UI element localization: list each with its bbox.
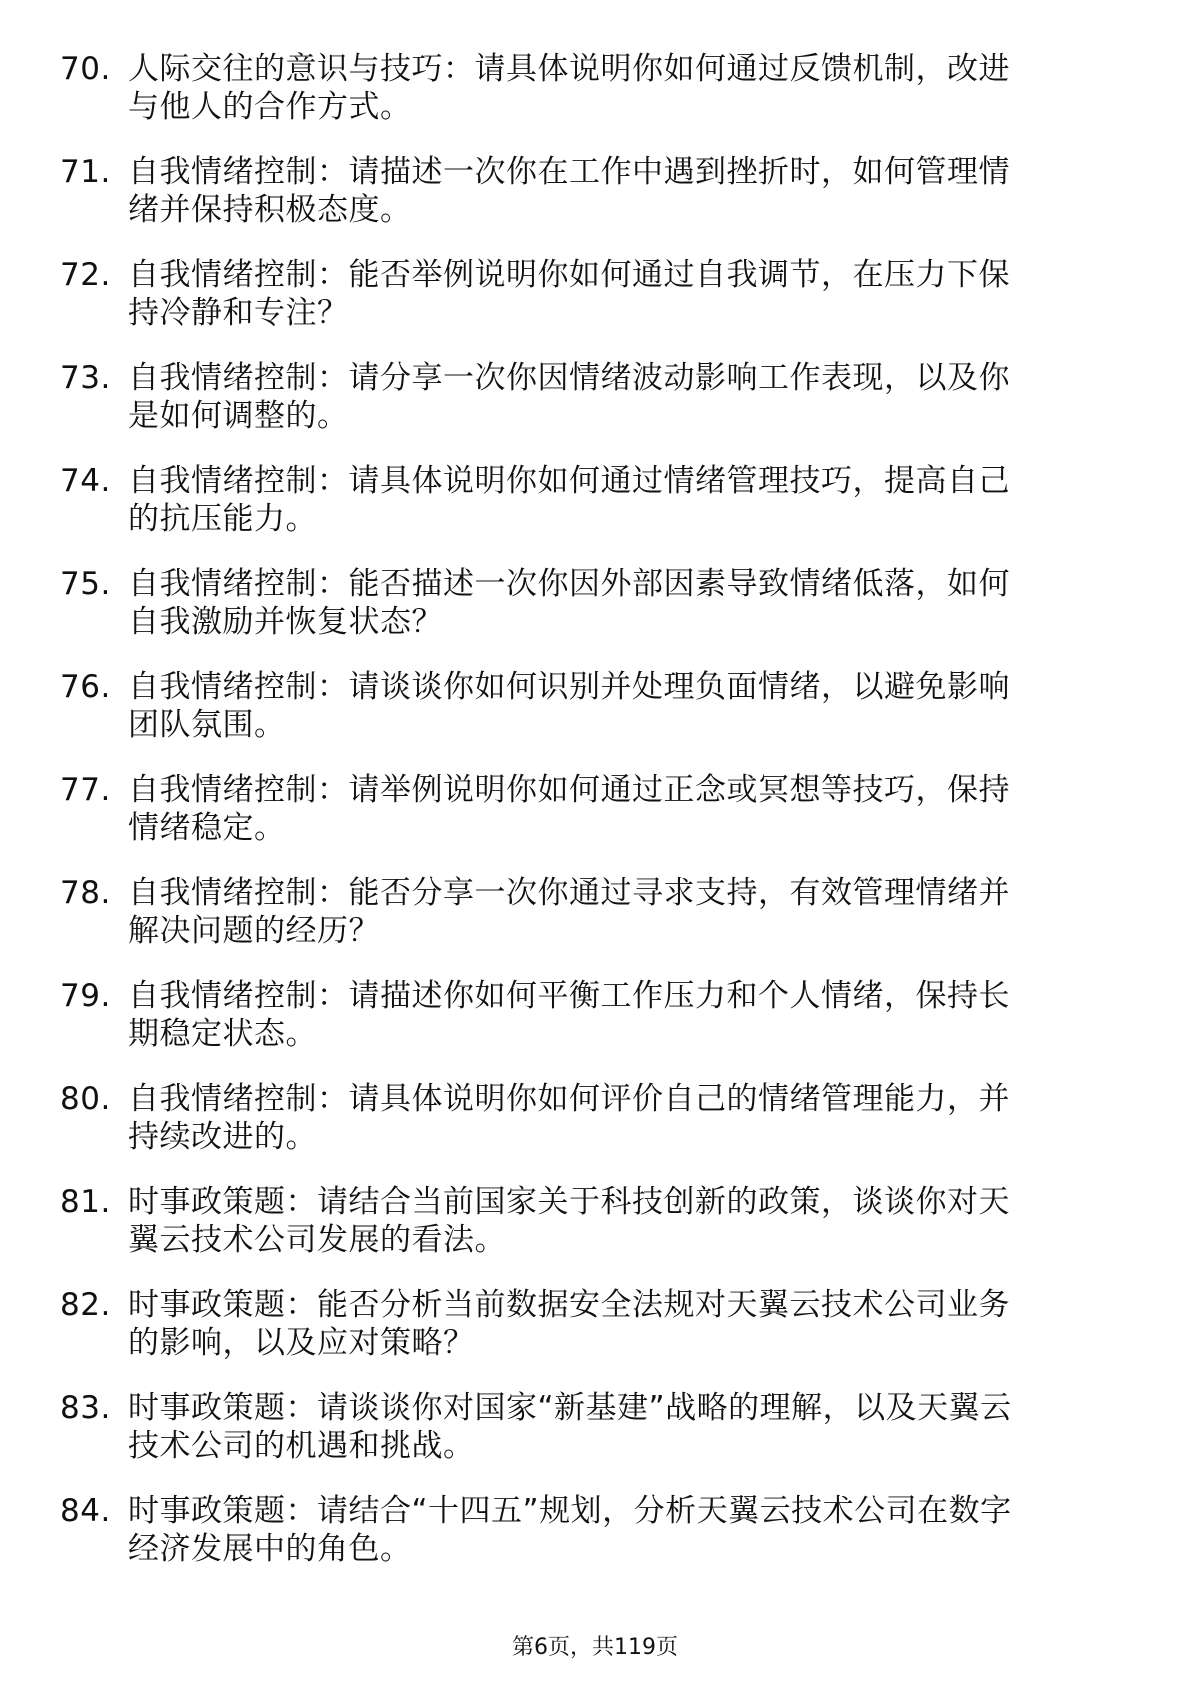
question-text bbox=[128, 874, 1108, 950]
question-line: 自我情绪控制：能否分享一次你通过寻求支持，有效管理情绪并 bbox=[128, 875, 1010, 911]
list-item bbox=[0, 771, 1190, 874]
question-line: 持冷静和专注？ bbox=[128, 295, 349, 331]
question-number: 75. bbox=[60, 566, 111, 602]
question-number: 74. bbox=[60, 463, 111, 499]
question-number: 70. bbox=[60, 51, 111, 87]
question-number: 80. bbox=[60, 1081, 111, 1117]
question-line: 翼云技术公司发展的看法。 bbox=[128, 1222, 506, 1258]
question-text bbox=[128, 1389, 1108, 1465]
question-line: 时事政策题：请结合“十四五”规划，分析天翼云技术公司在数字 bbox=[128, 1493, 1012, 1529]
list-item bbox=[0, 50, 1190, 153]
question-line: 自我情绪控制：能否举例说明你如何通过自我调节，在压力下保 bbox=[128, 257, 1010, 293]
question-line: 与他人的合作方式。 bbox=[128, 89, 412, 125]
question-text bbox=[128, 668, 1108, 744]
question-text bbox=[128, 462, 1108, 538]
list-item bbox=[0, 668, 1190, 771]
question-line: 时事政策题：请谈谈你对国家“新基建”战略的理解，以及天翼云 bbox=[128, 1390, 1012, 1426]
question-line: 的影响，以及应对策略？ bbox=[128, 1325, 475, 1361]
question-text bbox=[128, 977, 1108, 1053]
question-line: 自我情绪控制：请举例说明你如何通过正念或冥想等技巧，保持 bbox=[128, 772, 1010, 808]
question-list bbox=[0, 50, 1190, 1595]
list-item bbox=[0, 977, 1190, 1080]
list-item bbox=[0, 1080, 1190, 1183]
question-number: 83. bbox=[60, 1390, 111, 1426]
list-item bbox=[0, 153, 1190, 256]
list-item bbox=[0, 1389, 1190, 1492]
question-number: 76. bbox=[60, 669, 111, 705]
list-item bbox=[0, 1492, 1190, 1595]
question-text bbox=[128, 771, 1108, 847]
question-text bbox=[128, 50, 1108, 126]
question-text bbox=[128, 153, 1108, 229]
question-line: 是如何调整的。 bbox=[128, 398, 349, 434]
question-line: 人际交往的意识与技巧：请具体说明你如何通过反馈机制，改进 bbox=[128, 51, 1010, 87]
question-number: 81. bbox=[60, 1184, 111, 1220]
question-number: 71. bbox=[60, 154, 111, 190]
question-text bbox=[128, 1080, 1108, 1156]
question-line: 绪并保持积极态度。 bbox=[128, 192, 412, 228]
question-text bbox=[128, 565, 1108, 641]
question-number: 84. bbox=[60, 1493, 111, 1529]
question-line: 解决问题的经历？ bbox=[128, 913, 380, 949]
list-item bbox=[0, 1183, 1190, 1286]
question-line: 自我情绪控制：能否描述一次你因外部因素导致情绪低落，如何 bbox=[128, 566, 1010, 602]
question-line: 自我情绪控制：请描述你如何平衡工作压力和个人情绪，保持长 bbox=[128, 978, 1010, 1014]
list-item bbox=[0, 874, 1190, 977]
question-line: 自我情绪控制：请描述一次你在工作中遇到挫折时，如何管理情 bbox=[128, 154, 1010, 190]
question-number: 79. bbox=[60, 978, 111, 1014]
question-text bbox=[128, 1183, 1108, 1259]
question-line: 自我情绪控制：请分享一次你因情绪波动影响工作表现，以及你 bbox=[128, 360, 1010, 396]
question-number: 78. bbox=[60, 875, 111, 911]
page-footer: 第6页，共119页 bbox=[512, 1635, 678, 1660]
question-text bbox=[128, 359, 1108, 435]
question-line: 自我情绪控制：请具体说明你如何通过情绪管理技巧，提高自己 bbox=[128, 463, 1010, 499]
question-number: 82. bbox=[60, 1287, 111, 1323]
question-number: 77. bbox=[60, 772, 111, 808]
question-line: 持续改进的。 bbox=[128, 1119, 317, 1155]
question-line: 情绪稳定。 bbox=[128, 810, 286, 846]
list-item bbox=[0, 565, 1190, 668]
question-number: 72. bbox=[60, 257, 111, 293]
question-line: 经济发展中的角色。 bbox=[128, 1531, 412, 1567]
question-line: 技术公司的机遇和挑战。 bbox=[128, 1428, 475, 1464]
list-item bbox=[0, 256, 1190, 359]
question-line: 自我情绪控制：请谈谈你如何识别并处理负面情绪，以避免影响 bbox=[128, 669, 1010, 705]
question-line: 的抗压能力。 bbox=[128, 501, 317, 537]
question-text bbox=[128, 256, 1108, 332]
question-line: 时事政策题：能否分析当前数据安全法规对天翼云技术公司业务 bbox=[128, 1287, 1010, 1323]
question-text bbox=[128, 1492, 1108, 1568]
question-text bbox=[128, 1286, 1108, 1362]
list-item bbox=[0, 1286, 1190, 1389]
list-item bbox=[0, 462, 1190, 565]
question-line: 期稳定状态。 bbox=[128, 1016, 317, 1052]
list-item bbox=[0, 359, 1190, 462]
question-line: 自我情绪控制：请具体说明你如何评价自己的情绪管理能力，并 bbox=[128, 1081, 1010, 1117]
question-line: 团队氛围。 bbox=[128, 707, 286, 743]
question-line: 时事政策题：请结合当前国家关于科技创新的政策，谈谈你对天 bbox=[128, 1184, 1010, 1220]
question-line: 自我激励并恢复状态？ bbox=[128, 604, 443, 640]
question-number: 73. bbox=[60, 360, 111, 396]
